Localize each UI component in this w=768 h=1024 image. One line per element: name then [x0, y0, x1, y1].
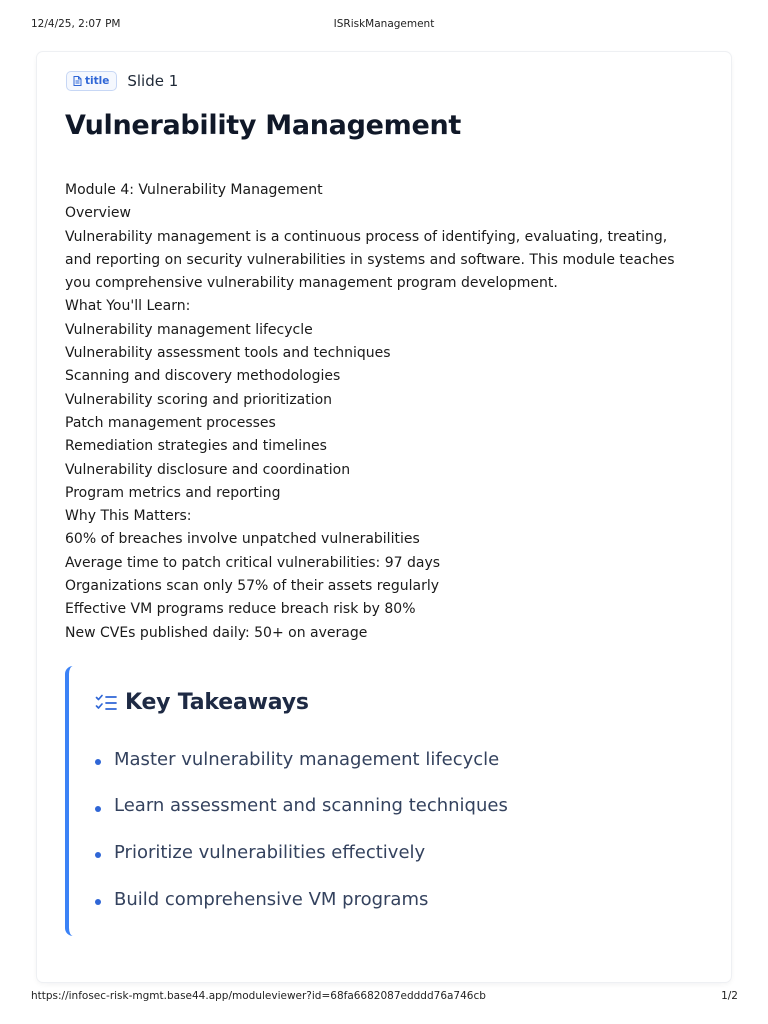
- overview-text: Vulnerability management is a continuous process of identifying, evaluating, treating, and reporting on security vulnerabilities in systems and software. This module teaches you comprehensive vulnerability management program development.: [65, 228, 675, 292]
- print-footer: [0, 990, 768, 1006]
- page-number: 1/2: [721, 990, 738, 1002]
- overview-heading: Overview: [65, 205, 131, 222]
- print-header: [0, 18, 768, 34]
- learn-item: Patch management processes: [65, 414, 276, 431]
- slide-meta: [66, 70, 178, 92]
- learn-item: Vulnerability scoring and prioritization: [65, 391, 333, 408]
- learn-item: Vulnerability assessment tools and techniques: [65, 345, 391, 362]
- key-takeaways-title: Key Takeaways: [125, 690, 309, 715]
- why-item: Effective VM programs reduce breach risk by 80%: [65, 601, 416, 618]
- page-url-link[interactable]: https://infosec-risk-mgmt.base44.app/moduleviewer?id=68fa6682087edddd76a746cb: [31, 990, 486, 1002]
- slide-title: Vulnerability Management: [65, 110, 462, 141]
- key-takeaways-header: [95, 690, 309, 715]
- slide-card: [37, 52, 731, 982]
- bullet-icon: [95, 852, 101, 858]
- bullet-icon: [95, 759, 101, 765]
- takeaway-item: [95, 829, 508, 876]
- slide-type-label: title: [85, 75, 110, 87]
- bullet-icon: [95, 806, 101, 812]
- slide-number-label: Slide 1: [127, 72, 179, 90]
- takeaway-text: Learn assessment and scanning techniques: [114, 795, 508, 817]
- checklist-icon: [95, 694, 117, 712]
- why-heading: Why This Matters:: [65, 508, 192, 525]
- learn-heading: What You'll Learn:: [65, 298, 191, 315]
- takeaway-text: Master vulnerability management lifecycle: [114, 748, 500, 770]
- key-takeaways-list: [95, 736, 508, 922]
- why-item: New CVEs published daily: 50+ on average: [65, 624, 368, 641]
- takeaway-text: Build comprehensive VM programs: [114, 888, 429, 910]
- learn-item: Program metrics and reporting: [65, 484, 281, 501]
- takeaway-item: [95, 783, 508, 830]
- slide-content: [65, 179, 685, 645]
- learn-item: Remediation strategies and timelines: [65, 438, 327, 455]
- document-icon: [73, 76, 82, 86]
- why-item: Organizations scan only 57% of their assets regularly: [65, 578, 440, 595]
- learn-item: Vulnerability disclosure and coordination: [65, 461, 351, 478]
- learn-item: Scanning and discovery methodologies: [65, 368, 341, 385]
- why-item: 60% of breaches involve unpatched vulnerabilities: [65, 531, 420, 548]
- key-takeaways-panel: [65, 666, 675, 936]
- learn-item: Vulnerability management lifecycle: [65, 321, 313, 338]
- module-line: Module 4: Vulnerability Management: [65, 182, 323, 198]
- print-page-title: ISRiskManagement: [333, 18, 435, 30]
- print-datetime: 12/4/25, 2:07 PM: [31, 18, 121, 30]
- slide-type-badge: [66, 71, 117, 91]
- takeaway-item: [95, 736, 508, 783]
- bullet-icon: [95, 899, 101, 905]
- takeaway-item: [95, 876, 508, 923]
- takeaway-text: Prioritize vulnerabilities effectively: [114, 841, 426, 863]
- why-item: Average time to patch critical vulnerabilities: 97 days: [65, 554, 441, 571]
